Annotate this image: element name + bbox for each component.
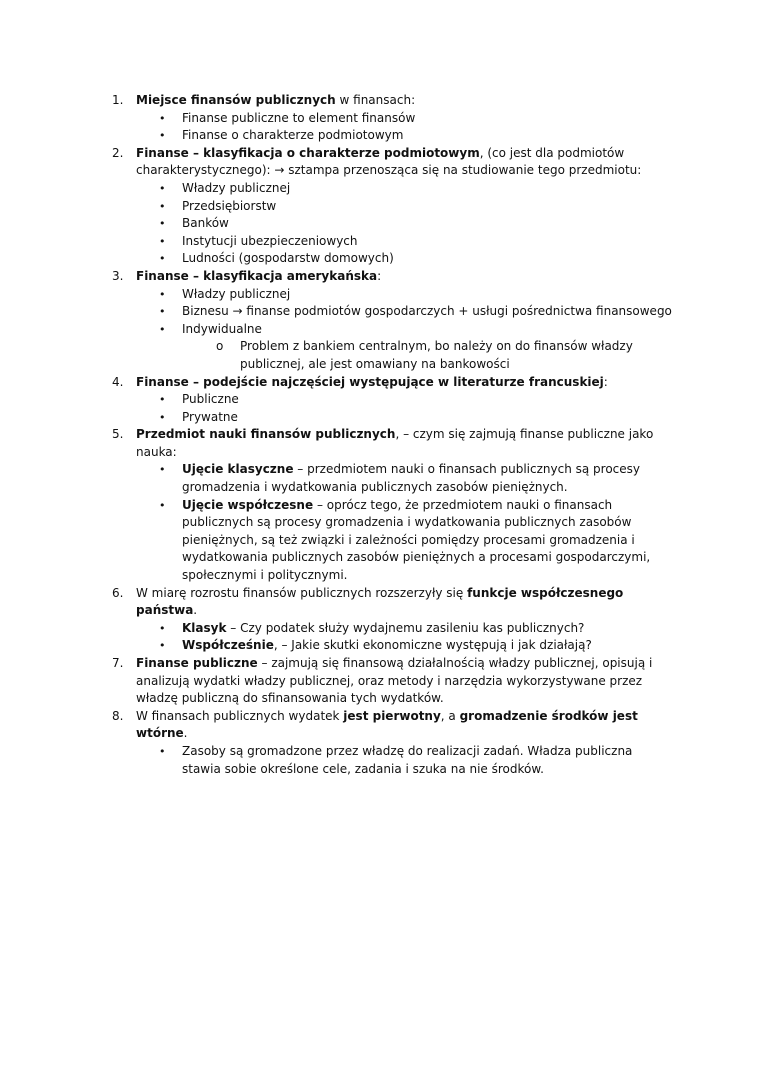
list-number: 6. [112,585,124,600]
list-number: 1. [112,93,124,107]
item-text: – zajmują się finansową działalnością władzy publicznej, opisują i analizują wydatki władzy publicznej, oraz metody i narzędzia wykorzystywane przez władzę publiczną do sfinansowania tych wydatków. [136,656,653,706]
item-heading: Finanse – klasyfikacja amerykańska [136,268,378,283]
item-heading: Przedmiot nauki finansów publicznych [136,427,396,442]
list-item-2 [112,145,672,180]
bullet-item [112,250,672,268]
list-item-5 [112,426,672,461]
bullet-text: Biznesu → finanse podmiotów gospodarczych + usługi pośrednictwa finansowego [182,304,672,319]
bullet-text: Finanse o charakterze podmiotowym [182,128,404,143]
list-number: 8. [112,708,124,723]
bullet-icon: • [159,621,166,635]
bullet-item [112,110,672,128]
bullet-icon: • [159,199,166,213]
item-heading: Finanse – podejście najczęściej występujące w literaturze francuskiej [136,374,604,389]
bullet-text: Finanse publiczne to element finansów [182,110,416,125]
bullet-item [112,391,672,409]
list-item-7 [112,655,672,708]
item-emphasis-2: gromadzenie środków jest wtórne [136,708,638,741]
bullet-text: Prywatne [182,409,238,424]
bullet-item [112,321,672,339]
item-text: W miarę rozrostu finansów publicznych rozszerzyły się [136,585,468,600]
item-emphasis: jest pierwotny [343,708,441,723]
bullet-text: Zasoby są gromadzone przez władzę do realizacji zadań. Władza publiczna stawia sobie określone cele, zadania i szuka na nie środków. [182,743,633,776]
item-text: , – czym się zajmują finanse publiczne jako nauka: [136,427,654,459]
bullet-icon: • [159,287,166,301]
bullet-text: – Czy podatek służy wydajnemu zasileniu kas publicznych? [226,620,585,635]
item-text: : [377,268,382,283]
sub-bullet-text: Problem z bankiem centralnym, bo należy on do finansów władzy publicznej, ale jest omawiany na bankowości [240,339,633,371]
bullet-item [112,215,672,233]
item-text: W finansach publicznych wydatek [136,708,344,723]
item-text: w finansach: [335,93,416,107]
bullet-text: Indywidualne [182,321,262,336]
bullet-icon: • [159,639,166,653]
bullet-text: Przedsiębiorstw [182,198,277,213]
list-number: 4. [112,374,124,389]
bullet-item [112,409,672,427]
item-text-mid: , a [440,708,460,723]
bullet-icon: • [159,129,166,143]
bullet-text: Ludności (gospodarstw domowych) [182,251,394,266]
bullet-icon: • [159,393,166,407]
bullet-icon: • [159,498,166,512]
list-item-4 [112,374,672,392]
bullet-text: Banków [182,216,229,231]
item-emphasis: funkcje współczesnego państwa [136,585,624,618]
bullet-item [112,461,672,496]
bullet-heading: Klasyk [182,620,227,635]
item-heading: Finanse publiczne [136,656,258,670]
bullet-heading: Ujęcie współczesne [182,497,314,512]
bullet-text: Władzy publicznej [182,286,291,301]
bullet-heading: Ujęcie klasyczne [182,462,294,477]
bullet-heading: Współcześnie [182,638,274,653]
list-number: 7. [112,656,124,670]
bullet-icon: • [159,181,166,195]
bullet-icon: • [159,217,166,231]
list-item-6 [112,585,672,620]
numbered-list [112,92,672,778]
bullet-icon: • [159,322,166,336]
item-heading: Finanse – klasyfikacja o charakterze podmiotowym [136,145,480,160]
bullet-icon: • [159,234,166,248]
bullet-item [112,286,672,304]
bullet-icon: • [159,744,166,758]
bullet-item [112,743,672,778]
bullet-item [112,233,672,251]
bullet-item [112,198,672,216]
circle-bullet-icon: o [216,339,224,354]
bullet-item [112,497,672,585]
sub-bullet-item [112,338,672,373]
bullet-icon: • [159,410,166,424]
item-text: , (co jest dla podmiotów charakterystycznego): → sztampa przenosząca się na studiowanie tego przedmiotu: [136,145,642,178]
item-text-end: . [193,603,198,618]
bullet-text: – przedmiotem nauki o finansach publicznych są procesy gromadzenia i wydatkowania publicznych zasobów pieniężnych. [182,462,640,495]
item-text-end: . [183,726,188,741]
bullet-item [112,303,672,321]
bullet-text: Władzy publicznej [182,180,291,195]
list-item-8 [112,708,672,743]
list-number: 5. [112,427,124,442]
bullet-text: Instytucji ubezpieczeniowych [182,233,358,248]
bullet-item [112,637,672,655]
bullet-icon: • [159,463,166,477]
bullet-item [112,620,672,638]
list-number: 2. [112,145,124,160]
item-text: : [603,374,608,389]
bullet-text: , – Jakie skutki ekonomiczne występują i jak działają? [273,638,592,653]
bullet-icon: • [159,111,166,125]
list-item-1 [112,92,672,110]
bullet-text: Publiczne [182,392,239,407]
bullet-icon: • [159,305,166,319]
bullet-item [112,180,672,198]
list-number: 3. [112,268,124,283]
list-item-3 [112,268,672,286]
bullet-item [112,127,672,145]
bullet-icon: • [159,252,166,266]
bullet-text: – oprócz tego, że przedmiotem nauki o finansach publicznych są procesy gromadzenia i wydatkowania publicznych zasobów pieniężnych, są też związki i zależności pomiędzy procesami gromadzenia i wydatkowania publicznych zasobów pieniężnych a procesami gospodarczymi, społecznymi i politycznymi. [182,497,651,583]
item-heading: Miejsce finansów publicznych [136,93,336,107]
